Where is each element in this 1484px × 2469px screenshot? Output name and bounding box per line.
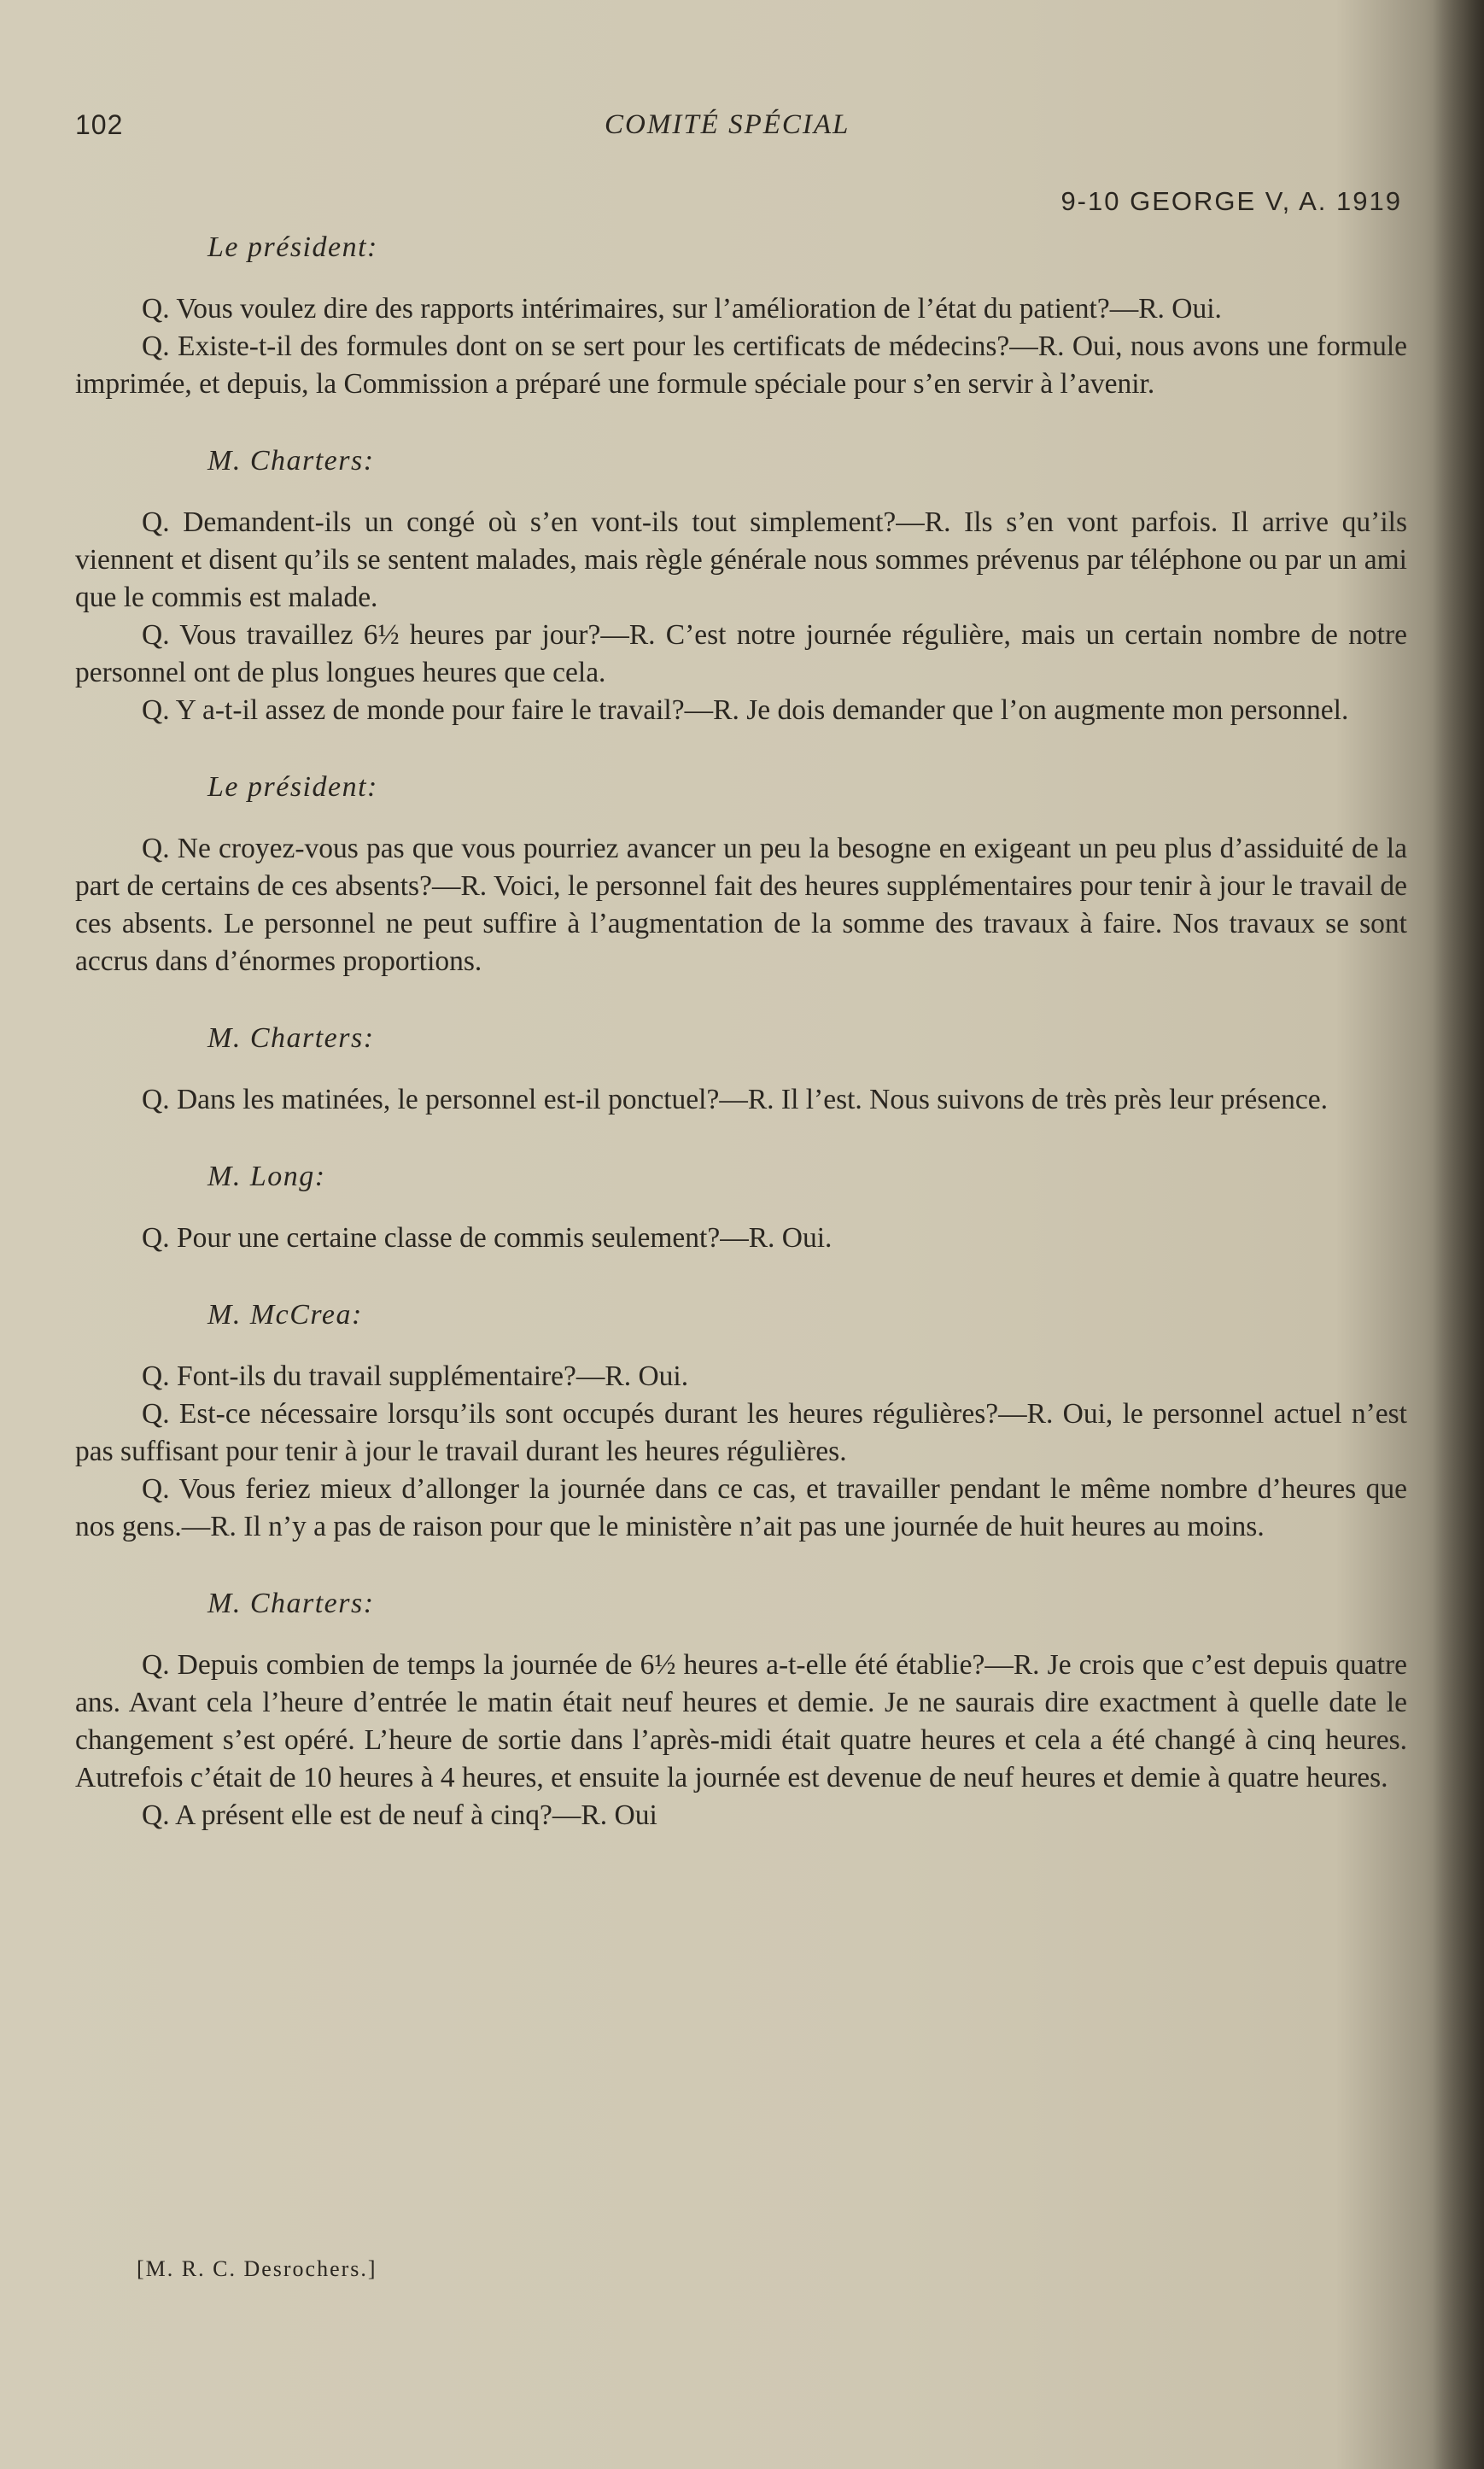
question-answer: Q. A présent elle est de neuf à cinq?—R. Oui [142,1799,657,1831]
speaker-label: M. Charters: [207,445,375,477]
question-answer: Q. Vous feriez mieux d’allonger la journée dans ce cas, et travailler pendant le même nombre d’heures que nos gens.—R. Il n’y a pas de raison pour que le ministère n’ait pas une journée de huit heures au moins. [75,1473,1407,1542]
transcript-body [75,229,1407,1834]
section [75,442,1407,729]
question-answer: Q. Dans les matinées, le personnel est-il ponctuel?—R. Il l’est. Nous suivons de très près leur présence. [142,1084,1328,1115]
question-answer: Q. Vous voulez dire des rapports intérimaires, sur l’amélioration de l’état du patient?—R. Oui. [142,293,1222,325]
question-answer: Q. Vous travaillez 6½ heures par jour?—R. C’est notre journée régulière, mais un certain nombre de notre personnel ont de plus longues heures que cela. [75,619,1407,688]
question-answer: Q. Depuis combien de temps la journée de 6½ heures a-t-elle été établie?—R. Je crois que c’est depuis quatre ans. Avant cela l’heure d’entrée le matin était neuf heures et demie. Je ne saurais dire exactment à quelle date le changement s’est opéré. L’heure de sortie dans l’après-midi était quatre heures et cela a été changé à cinq heures. Autrefois c’était de 10 heures à 4 heures, et ensuite la journée est devenue de neuf heures et demie à quatre heures. [75,1649,1407,1793]
question-answer: Q. Demandent-ils un congé où s’en vont-ils tout simplement?—R. Ils s’en vont parfois. Il arrive qu’ils viennent et disent qu’ils se sentent malades, mais règle générale nous sommes prévenus par téléphone ou par un ami que le commis est malade. [75,506,1407,613]
page-number: 102 [75,109,124,140]
question-answer: Q. Font-ils du travail supplémentaire?—R. Oui. [142,1360,689,1392]
question-answer: Q. Existe-t-il des formules dont on se sert pour les certificats de médecins?—R. Oui, nous avons une formule imprimée, et depuis, la Commission a préparé une formule spéciale pour s’en servir à l’avenir. [75,331,1407,400]
question-answer: Q. Pour une certaine classe de commis seulement?—R. Oui. [142,1222,833,1254]
section [75,769,1407,980]
speaker-label: M. Charters: [207,1022,375,1054]
question-answer: Q. Y a-t-il assez de monde pour faire le travail?—R. Je dois demander que l’on augmente mon personnel. [142,694,1349,726]
section [75,1296,1407,1546]
page-header [75,109,1407,152]
speaker-label: Le président: [207,231,378,263]
question-answer: Q. Est-ce nécessaire lorsqu’ils sont occupés durant les heures régulières?—R. Oui, le personnel actuel n’est pas suffisant pour tenir à jour le travail durant les heures régulières. [75,1398,1407,1467]
section [75,1158,1407,1257]
section [75,1585,1407,1834]
speaker-label: Le président: [207,771,378,803]
regnal-year: 9-10 GEORGE V, A. 1919 [1060,186,1402,216]
binding-edge-shadow [1433,0,1484,2469]
witness-reference: [M. R. C. Desrochers.] [137,2256,377,2281]
speaker-label: M. Long: [207,1161,326,1192]
section [75,229,1407,403]
speaker-label: M. McCrea: [207,1299,363,1331]
section [75,1020,1407,1119]
running-title: COMITÉ SPÉCIAL [605,109,850,140]
question-answer: Q. Ne croyez-vous pas que vous pourriez avancer un peu la besogne en exigeant un peu plus d’assiduité de la part de certains de ces absents?—R. Voici, le personnel fait des heures supplémentaires pour tenir à jour le travail de ces absents. Le personnel ne peut suffire à l’augmentation de la somme des travaux à faire. Nos travaux se sont accrus dans d’énormes proportions. [75,833,1407,977]
speaker-label: M. Charters: [207,1588,375,1619]
